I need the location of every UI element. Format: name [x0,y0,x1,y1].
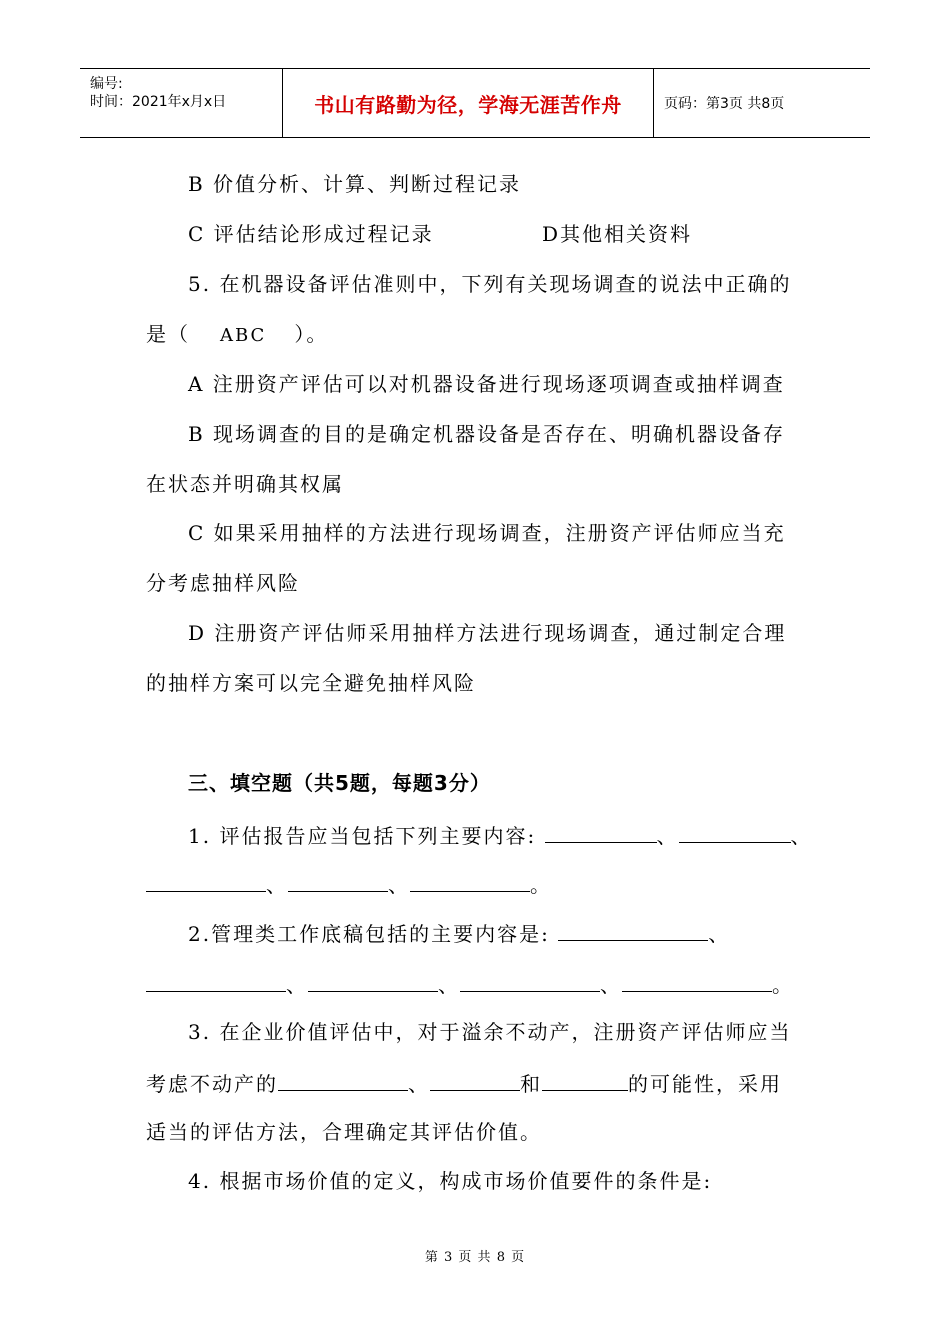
separator: 、 [266,873,288,897]
q5-option-c-line2: 分考虑抽样风险 [146,571,300,595]
document-header [80,68,870,138]
q5-option-d-line2: 的抽样方案可以完全避免抽样风险 [146,671,476,695]
q5-option-c-line1: C 如果采用抽样的方法进行现场调查，注册资产评估师应当充 [188,521,786,545]
fill-2-blank-2[interactable] [146,969,286,992]
fill-3-blank-3[interactable] [542,1068,628,1091]
separator: 、 [286,973,308,997]
fill-3-line1: 3. 在企业价值评估中，对于溢余不动产，注册资产评估师应当 [188,1020,792,1044]
q5-option-b-line2: 在状态并明确其权属 [146,472,344,496]
fill-1-blank-4[interactable] [288,869,388,892]
header-page-info [654,69,870,137]
q4-option-c: C 评估结论形成过程记录 [188,222,434,246]
number-label: 编号: [90,76,123,92]
fill-3-text-b: 的可能性，采用 [628,1072,782,1096]
separator: 、 [708,922,731,946]
fill-3-text-a: 考虑不动产的 [146,1072,278,1096]
fill-1-line2 [146,869,552,899]
time-label: 时间：2021年x月x日 [90,94,227,110]
fill-2-line1 [188,918,730,948]
fill-2-blank-1[interactable] [558,918,708,941]
q5-option-d-line1: D 注册资产评估师采用抽样方法进行现场调查，通过制定合理 [188,621,787,645]
separator: 、 [600,973,622,997]
q5-stem-line2 [146,320,328,350]
fill-1-blank-2[interactable] [679,820,791,843]
header-motto-cell [283,69,654,137]
header-meta [80,69,283,137]
separator: 、 [790,824,813,848]
fill-1-line1 [188,820,813,850]
q4-option-b: B 价值分析、计算、判断过程记录 [188,172,522,196]
fill-1-stem: 1. 评估报告应当包括下列主要内容: [188,824,537,848]
page-info-text: 页码：第3页 共8页 [664,96,785,112]
separator: 、 [408,1072,430,1096]
fill-2-line2 [146,969,794,999]
fill-3-and: 和 [520,1072,542,1096]
section-3-title: 三、填空题（共5题，每题3分） [188,771,491,795]
q5-option-b-line1: B 现场调查的目的是确定机器设备是否存在、明确机器设备存 [188,422,786,446]
fill-2-blank-3[interactable] [308,969,438,992]
q5-stem-open: 是（ [146,322,190,346]
fill-3-blank-1[interactable] [278,1068,408,1091]
fill-1-blank-3[interactable] [146,869,266,892]
fill-2-stem: 2.管理类工作底稿包括的主要内容是: [188,922,550,946]
terminator: 。 [530,873,552,897]
fill-1-blank-1[interactable] [545,820,657,843]
q5-option-a: A 注册资产评估可以对机器设备进行现场逐项调查或抽样调查 [188,372,785,396]
page-footer: 第 3 页 共 8 页 [424,1250,526,1265]
fill-2-blank-4[interactable] [460,969,600,992]
q4-option-d: D其他相关资料 [542,222,693,246]
fill-1-blank-5[interactable] [410,869,530,892]
fill-4-stem: 4. 根据市场价值的定义，构成市场价值要件的条件是: [188,1169,713,1193]
separator: 、 [388,873,410,897]
terminator: 。 [772,973,794,997]
q5-stem-close: ）。 [294,322,329,346]
fill-3-line2 [146,1068,782,1098]
fill-3-blank-2[interactable] [430,1068,520,1091]
separator: 、 [438,973,460,997]
q5-stem-line1: 5. 在机器设备评估准则中，下列有关现场调查的说法中正确的 [188,272,792,296]
separator: 、 [656,824,679,848]
fill-3-line3: 适当的评估方法，合理确定其评估价值。 [146,1120,542,1144]
fill-2-blank-5[interactable] [622,969,772,992]
motto-text: 书山有路勤为径，学海无涯苦作舟 [314,92,622,117]
q5-answer: ABC [220,325,267,346]
